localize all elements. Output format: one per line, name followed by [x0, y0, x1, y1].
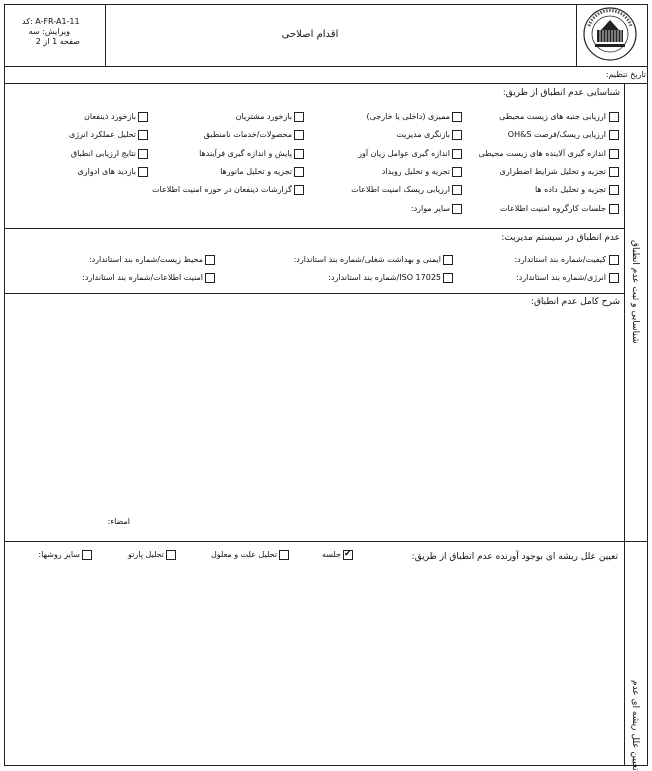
label-mgmt-review: بازنگری مدیریت — [396, 130, 450, 139]
label-other-methods: سایر روشها: — [38, 550, 80, 559]
checkbox-data-analysis[interactable] — [609, 185, 619, 195]
form-page-number: صفحه 1 از 2 — [35, 37, 80, 46]
checkbox-harmful-factors[interactable] — [452, 149, 462, 159]
checkbox-pareto[interactable] — [166, 550, 176, 560]
checkbox-environmental-aspects[interactable] — [609, 112, 619, 122]
label-isms-meetings: جلسات کارگروه امنیت اطلاعات — [499, 204, 606, 213]
label-stakeholder-infosec-reports: گزارشات ذینفعان در حوزه امنیت اطلاعات — [152, 185, 292, 194]
checkbox-process-monitoring[interactable] — [294, 149, 304, 159]
date-row-bottom-line — [4, 83, 648, 84]
label-iso17025: ISO 17025/شماره بند استاندارد: — [328, 273, 441, 282]
header-bottom-line — [4, 66, 648, 67]
description-title: شرح کامل عدم انطباق: — [530, 297, 620, 307]
form-title: اقدام اصلاحی — [281, 29, 339, 40]
checkbox-periodic-visits[interactable] — [138, 167, 148, 177]
side-label-nonconformity: شناسایی و ثبت عدم انطباق — [630, 240, 640, 344]
label-pareto: تحلیل پارتو — [128, 550, 164, 559]
checkbox-mgmt-review[interactable] — [452, 130, 462, 140]
checkbox-env-pollutants[interactable] — [609, 149, 619, 159]
date-label: تاریخ تنظیم: — [605, 70, 646, 79]
description-textarea[interactable] — [8, 312, 620, 512]
label-drill-analysis: تجزیه و تحلیل مانورها — [220, 167, 292, 176]
form-revision: ویرایش: سه — [28, 27, 70, 36]
label-environmental-aspects: ارزیابی جنبه های زیست محیطی — [499, 112, 606, 121]
label-ohs-risk: ارزیابی ریسک/فرصت OH&S — [507, 130, 606, 139]
label-harmful-factors: اندازه گیری عوامل زیان آور — [358, 149, 450, 158]
label-env-pollutants: اندازه گیری آلاینده های زیست محیطی — [478, 149, 606, 158]
label-customer-feedback: بازخورد مشتریان — [235, 112, 292, 121]
checkbox-energy-performance[interactable] — [138, 130, 148, 140]
identification-title: شناسایی عدم انطباق از طریق: — [502, 88, 620, 98]
identification-bottom-line — [4, 228, 624, 229]
checkbox-iso17025[interactable] — [443, 273, 453, 283]
label-audit: ممیزی (داخلی یا خارجی) — [366, 112, 450, 121]
label-infosec: امنیت اطلاعات/شماره بند استاندارد: — [82, 273, 203, 282]
header-divider-left — [105, 4, 106, 66]
checkbox-ohs-risk[interactable] — [609, 130, 619, 140]
checkbox-environment[interactable] — [205, 255, 215, 265]
checkbox-stakeholder-infosec-reports[interactable] — [294, 185, 304, 195]
label-data-analysis: تجزیه و تحلیل داده ها — [534, 185, 606, 194]
label-emergency-analysis: تجزیه و تحلیل شرایط اضطراری — [499, 167, 606, 176]
checkbox-meeting[interactable] — [343, 550, 353, 560]
label-stakeholder-feedback: بازخورد ذینفعان — [84, 112, 136, 121]
side-section-divider — [4, 541, 648, 542]
checkbox-ohs[interactable] — [443, 255, 453, 265]
label-ohs: ایمنی و بهداشت شغلی/شماره بند استاندارد: — [293, 255, 441, 264]
checkbox-stakeholder-feedback[interactable] — [138, 112, 148, 122]
root-cause-title: تعیین علل ریشه ای بوجود آورنده عدم انطباق از طریق: — [411, 552, 618, 562]
checkbox-emergency-analysis[interactable] — [609, 167, 619, 177]
label-infosec-risk: ارزیابی ریسک امنیت اطلاعات — [351, 185, 450, 194]
checkbox-isms-meetings[interactable] — [609, 204, 619, 214]
label-energy: انرژی/شماره بند استاندارد: — [516, 273, 606, 282]
company-logo-icon — [581, 6, 639, 62]
checkbox-other-items[interactable] — [452, 204, 462, 214]
checkbox-other-methods[interactable] — [82, 550, 92, 560]
side-label-root-cause: تعیین علل ریشه ای عدم — [630, 680, 640, 771]
checkbox-quality[interactable] — [609, 255, 619, 265]
label-incident-analysis: تجزیه و تحلیل رویداد — [381, 167, 450, 176]
mgmt-system-title: عدم انطباق در سیستم مدیریت: — [501, 233, 620, 243]
checkbox-drill-analysis[interactable] — [294, 167, 304, 177]
label-cause-effect: تحلیل علت و معلول — [210, 550, 277, 559]
label-energy-performance: تحلیل عملکرد انرژی — [68, 130, 136, 139]
mgmt-system-bottom-line — [4, 293, 624, 294]
form-code: کد: A-FR-A1-11 — [22, 17, 80, 26]
label-compliance-results: نتایج ارزیابی انطباق — [70, 149, 136, 158]
label-nonconforming-products: محصولات/خدمات نامنطبق — [203, 130, 292, 139]
checkbox-infosec-risk[interactable] — [452, 185, 462, 195]
root-cause-textarea[interactable] — [8, 570, 620, 760]
label-quality: کیفیت/شماره بند استاندارد: — [514, 255, 606, 264]
header-divider-right — [576, 4, 577, 66]
checkbox-audit[interactable] — [452, 112, 462, 122]
checkbox-customer-feedback[interactable] — [294, 112, 304, 122]
checkbox-energy[interactable] — [609, 273, 619, 283]
signature-label: امضاء: — [107, 517, 130, 526]
side-column-line — [624, 83, 625, 766]
checkbox-infosec[interactable] — [205, 273, 215, 283]
checkbox-incident-analysis[interactable] — [452, 167, 462, 177]
checkbox-nonconforming-products[interactable] — [294, 130, 304, 140]
checkbox-compliance-results[interactable] — [138, 149, 148, 159]
checkbox-cause-effect[interactable] — [279, 550, 289, 560]
label-process-monitoring: پایش و اندازه گیری فرآیندها — [199, 149, 292, 158]
label-other-items: سایر موارد: — [410, 204, 450, 213]
label-periodic-visits: بازدید های ادواری — [77, 167, 136, 176]
label-environment: محیط زیست/شماره بند استاندارد: — [88, 255, 203, 264]
label-meeting: جلسه — [321, 550, 341, 559]
